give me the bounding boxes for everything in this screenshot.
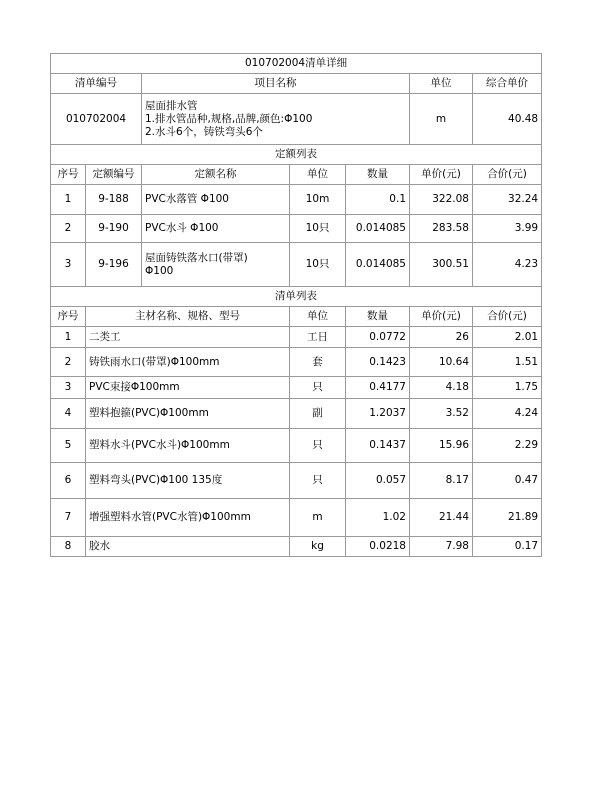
material-no: 8 (51, 537, 86, 557)
material-unit: 工日 (290, 327, 346, 348)
materials-header-total: 合价(元) (473, 307, 542, 327)
material-price: 21.44 (410, 499, 473, 537)
material-qty: 0.0218 (346, 537, 410, 557)
material-unit: 只 (290, 377, 346, 399)
material-total: 0.17 (473, 537, 542, 557)
material-price: 26 (410, 327, 473, 348)
materials-header-price: 单价(元) (410, 307, 473, 327)
material-price: 7.98 (410, 537, 473, 557)
material-total: 0.47 (473, 463, 542, 499)
quota-no: 1 (51, 185, 86, 215)
table-row (51, 348, 542, 377)
material-total: 1.75 (473, 377, 542, 399)
summary-header-unit: 单位 (410, 74, 473, 94)
summary-header-name: 项目名称 (142, 74, 410, 94)
material-no: 4 (51, 399, 86, 429)
material-total: 2.01 (473, 327, 542, 348)
material-price: 10.64 (410, 348, 473, 377)
material-price: 3.52 (410, 399, 473, 429)
sheet-title: 010702004清单详细 (51, 54, 542, 74)
material-unit: kg (290, 537, 346, 557)
materials-section-title: 清单列表 (51, 287, 542, 307)
material-name: 塑料抱箍(PVC)Φ100mm (86, 399, 290, 429)
material-qty: 0.0772 (346, 327, 410, 348)
material-name: PVC束接Φ100mm (86, 377, 290, 399)
quota-header-name: 定额名称 (142, 165, 290, 185)
table-row (51, 327, 542, 348)
material-qty: 0.1437 (346, 429, 410, 463)
material-name: 塑料水斗(PVC水斗)Φ100mm (86, 429, 290, 463)
material-no: 3 (51, 377, 86, 399)
material-no: 2 (51, 348, 86, 377)
materials-header-no: 序号 (51, 307, 86, 327)
summary-name-line: 2.水斗6个，铸铁弯头6个 (145, 125, 263, 138)
material-no: 1 (51, 327, 86, 348)
quota-header-price: 单价(元) (410, 165, 473, 185)
quota-unit: 10只 (290, 243, 346, 287)
quota-qty: 0.014085 (346, 243, 410, 287)
quota-name: 屋面铸铁落水口(带罩) Φ100 (142, 243, 290, 287)
materials-header-name: 主材名称、规格、型号 (86, 307, 290, 327)
quota-name: PVC水落管 Φ100 (142, 185, 290, 215)
quota-header-qty: 数量 (346, 165, 410, 185)
detail-sheet (50, 53, 541, 557)
material-qty: 0.4177 (346, 377, 410, 399)
table-row (51, 499, 542, 537)
material-name: 铸铁雨水口(带罩)Φ100mm (86, 348, 290, 377)
quota-unit: 10m (290, 185, 346, 215)
detail-table (50, 53, 542, 557)
table-row (51, 243, 542, 287)
summary-price: 40.48 (473, 94, 542, 145)
table-row (51, 429, 542, 463)
material-no: 6 (51, 463, 86, 499)
quota-no: 3 (51, 243, 86, 287)
quota-price: 322.08 (410, 185, 473, 215)
quota-total: 32.24 (473, 185, 542, 215)
quota-section-title: 定额列表 (51, 145, 542, 165)
quota-header-total: 合价(元) (473, 165, 542, 185)
quota-header-code: 定额编号 (86, 165, 142, 185)
material-unit: 只 (290, 429, 346, 463)
table-row (51, 185, 542, 215)
material-price: 8.17 (410, 463, 473, 499)
material-name: 二类工 (86, 327, 290, 348)
table-row (51, 399, 542, 429)
quota-header-unit: 单位 (290, 165, 346, 185)
quota-price: 300.51 (410, 243, 473, 287)
table-row (51, 377, 542, 399)
quota-qty: 0.014085 (346, 215, 410, 243)
quota-name: PVC水斗 Φ100 (142, 215, 290, 243)
quota-total: 4.23 (473, 243, 542, 287)
summary-name (142, 94, 410, 145)
materials-header-unit: 单位 (290, 307, 346, 327)
material-total: 4.24 (473, 399, 542, 429)
summary-header-code: 清单编号 (51, 74, 142, 94)
quota-qty: 0.1 (346, 185, 410, 215)
material-qty: 1.02 (346, 499, 410, 537)
material-total: 2.29 (473, 429, 542, 463)
quota-header-no: 序号 (51, 165, 86, 185)
quota-no: 2 (51, 215, 86, 243)
table-row (51, 537, 542, 557)
material-price: 15.96 (410, 429, 473, 463)
material-unit: m (290, 499, 346, 537)
summary-code: 010702004 (51, 94, 142, 145)
material-unit: 套 (290, 348, 346, 377)
quota-price: 283.58 (410, 215, 473, 243)
material-unit: 只 (290, 463, 346, 499)
table-row (51, 463, 542, 499)
material-qty: 1.2037 (346, 399, 410, 429)
material-name: 塑料弯头(PVC)Φ100 135度 (86, 463, 290, 499)
materials-header-qty: 数量 (346, 307, 410, 327)
summary-name-line: 屋面排水管 (145, 99, 198, 112)
material-name: 增强塑料水管(PVC水管)Φ100mm (86, 499, 290, 537)
quota-total: 3.99 (473, 215, 542, 243)
material-unit: 副 (290, 399, 346, 429)
material-no: 7 (51, 499, 86, 537)
quota-unit: 10只 (290, 215, 346, 243)
material-qty: 0.1423 (346, 348, 410, 377)
summary-header-price: 综合单价 (473, 74, 542, 94)
material-qty: 0.057 (346, 463, 410, 499)
quota-code: 9-188 (86, 185, 142, 215)
material-total: 21.89 (473, 499, 542, 537)
material-no: 5 (51, 429, 86, 463)
material-price: 4.18 (410, 377, 473, 399)
table-row (51, 215, 542, 243)
quota-code: 9-196 (86, 243, 142, 287)
material-name: 胶水 (86, 537, 290, 557)
summary-unit: m (410, 94, 473, 145)
summary-name-line: 1.排水管品种,规格,品牌,颜色:Φ100 (145, 112, 313, 125)
quota-code: 9-190 (86, 215, 142, 243)
material-total: 1.51 (473, 348, 542, 377)
